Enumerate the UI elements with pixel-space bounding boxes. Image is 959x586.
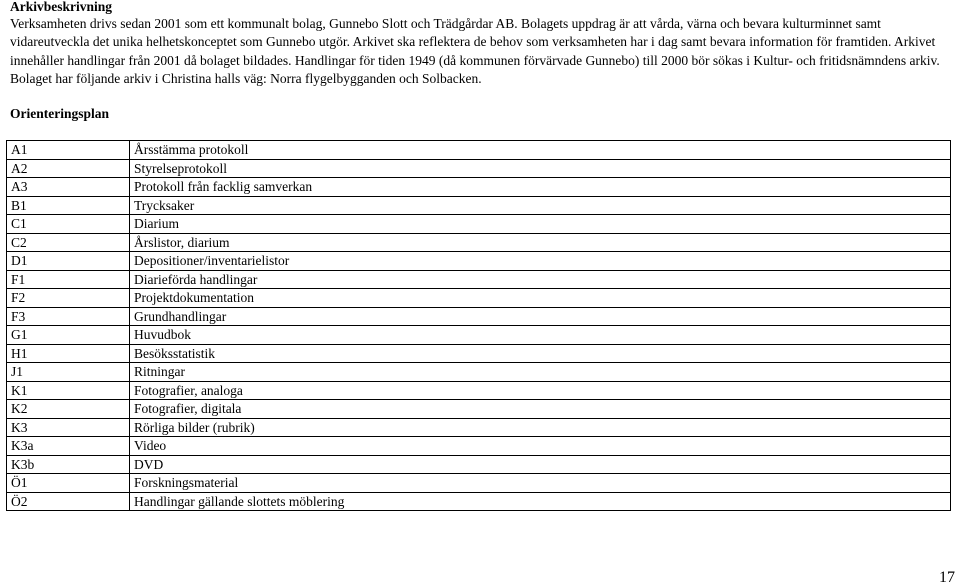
archive-description-cell: Handlingar gällande slottets möblering <box>130 492 951 511</box>
archive-description-cell: Rörliga bilder (rubrik) <box>130 418 951 437</box>
table-row <box>7 178 951 197</box>
archive-code-cell: F2 <box>7 289 130 308</box>
archive-description-cell: Styrelseprotokoll <box>130 159 951 178</box>
archive-code-cell: C2 <box>7 233 130 252</box>
table-row <box>7 159 951 178</box>
archive-code-cell: K3b <box>7 455 130 474</box>
table-row <box>7 474 951 493</box>
table-row <box>7 363 951 382</box>
orienteringsplan-table-body <box>7 141 951 511</box>
archive-code-cell: D1 <box>7 252 130 271</box>
archive-description-cell: Video <box>130 437 951 456</box>
archive-code-cell: A1 <box>7 141 130 160</box>
archive-description-cell: Årslistor, diarium <box>130 233 951 252</box>
archive-code-cell: Ö1 <box>7 474 130 493</box>
archive-description-cell: Trycksaker <box>130 196 951 215</box>
archive-description-cell: Diarieförda handlingar <box>130 270 951 289</box>
archive-code-cell: C1 <box>7 215 130 234</box>
table-row <box>7 270 951 289</box>
table-row <box>7 289 951 308</box>
table-row <box>7 455 951 474</box>
table-row <box>7 418 951 437</box>
archive-description-cell: Forskningsmaterial <box>130 474 951 493</box>
archive-code-cell: A3 <box>7 178 130 197</box>
archive-description-cell: Depositioner/inventarielistor <box>130 252 951 271</box>
archive-description-cell: Fotografier, digitala <box>130 400 951 419</box>
table-row <box>7 252 951 271</box>
archive-description-cell: Grundhandlingar <box>130 307 951 326</box>
archive-code-cell: K2 <box>7 400 130 419</box>
archive-code-cell: A2 <box>7 159 130 178</box>
section-title: Orienteringsplan <box>10 106 110 121</box>
table-row <box>7 400 951 419</box>
table-row <box>7 492 951 511</box>
archive-description-cell: Årsstämma protokoll <box>130 141 951 160</box>
archive-code-cell: H1 <box>7 344 130 363</box>
table-row <box>7 233 951 252</box>
intro-paragraph: Verksamheten drivs sedan 2001 som ett kommunalt bolag, Gunnebo Slott och Trädgårdar AB. Bolagets uppdrag är att vårda, värna och bevara kulturminnet samt vidareutveckla det unika helhetskonceptet som Gunnebo utgör. Arkivet ska reflektera de behov som verksamheten har i dag samt bevara information för framtiden. Arkivet innehåller handlingar från 2001 då bolaget bildades. Handlingar för tiden 1949 (då kommunen förvärvade Gunnebo) till 2000 bör sökas i Kultur- och fritidsnämndens arkiv. Bolaget har följande arkiv i Christina halls väg: Norra flygelbygganden och Solbacken. <box>10 16 940 86</box>
archive-description-cell: Besöksstatistik <box>130 344 951 363</box>
archive-code-cell: K3a <box>7 437 130 456</box>
archive-code-cell: F1 <box>7 270 130 289</box>
orienteringsplan-table <box>6 140 951 511</box>
archive-description-cell: Fotografier, analoga <box>130 381 951 400</box>
archive-code-cell: K3 <box>7 418 130 437</box>
page-number: 17 <box>939 569 955 586</box>
archive-description-cell: Huvudbok <box>130 326 951 345</box>
table-row <box>7 437 951 456</box>
archive-code-cell: G1 <box>7 326 130 345</box>
document-heading: Arkivbeskrivning <box>10 0 113 14</box>
archive-description-cell: Diarium <box>130 215 951 234</box>
archive-code-cell: B1 <box>7 196 130 215</box>
archive-description-cell: Projektdokumentation <box>130 289 951 308</box>
archive-code-cell: K1 <box>7 381 130 400</box>
table-row <box>7 196 951 215</box>
table-row <box>7 215 951 234</box>
table-row <box>7 307 951 326</box>
archive-code-cell: F3 <box>7 307 130 326</box>
archive-code-cell: Ö2 <box>7 492 130 511</box>
table-row <box>7 381 951 400</box>
archive-description-cell: DVD <box>130 455 951 474</box>
archive-description-cell: Ritningar <box>130 363 951 382</box>
archive-code-cell: J1 <box>7 363 130 382</box>
table-row <box>7 344 951 363</box>
table-row <box>7 141 951 160</box>
archive-description-cell: Protokoll från facklig samverkan <box>130 178 951 197</box>
table-row <box>7 326 951 345</box>
